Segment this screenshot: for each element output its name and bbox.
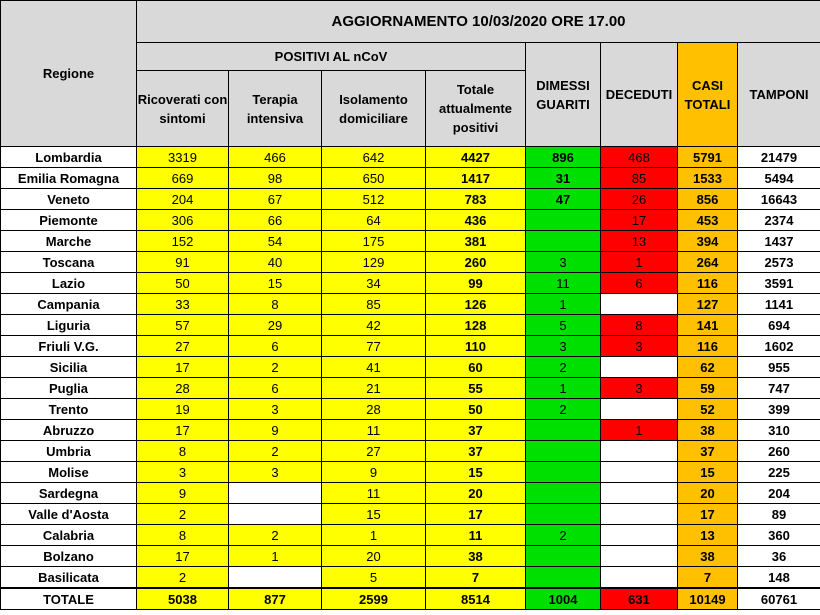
cell-totale-positivi: 15 xyxy=(426,462,526,483)
cell-casi-totali: 13 xyxy=(678,525,738,546)
cell-tamponi: 148 xyxy=(738,567,820,589)
cell-terapia: 6 xyxy=(229,378,322,399)
cell-casi-totali: 7 xyxy=(678,567,738,589)
table-row xyxy=(1,378,820,399)
header-terapia: Terapia intensiva xyxy=(229,71,322,147)
cell-totale-positivi: 4427 xyxy=(426,147,526,168)
cell-isolamento: 9 xyxy=(322,462,426,483)
cell-regione: Abruzzo xyxy=(1,420,137,441)
cell-terapia: 2 xyxy=(229,441,322,462)
cell-ricoverati: 669 xyxy=(137,168,229,189)
cell-regione: Veneto xyxy=(1,189,137,210)
cell-casi-totali: 127 xyxy=(678,294,738,315)
cell-isolamento: 1 xyxy=(322,525,426,546)
table-row xyxy=(1,273,820,294)
cell-terapia: 3 xyxy=(229,399,322,420)
cell-dimessi xyxy=(526,546,601,567)
table-row xyxy=(1,546,820,567)
header-casi-totali: CASI TOTALI xyxy=(678,43,738,147)
cell-ricoverati: 19 xyxy=(137,399,229,420)
cell-regione: Friuli V.G. xyxy=(1,336,137,357)
cell-terapia: 6 xyxy=(229,336,322,357)
cell-ricoverati: 152 xyxy=(137,231,229,252)
cell-tamponi: 60761 xyxy=(738,588,820,610)
cell-isolamento: 650 xyxy=(322,168,426,189)
table-row xyxy=(1,252,820,273)
cell-dimessi xyxy=(526,462,601,483)
cell-tamponi: 204 xyxy=(738,483,820,504)
header-ricoverati: Ricoverati con sintomi xyxy=(137,71,229,147)
cell-dimessi xyxy=(526,210,601,231)
cell-regione: TOTALE xyxy=(1,588,137,610)
cell-totale-positivi: 37 xyxy=(426,420,526,441)
cell-casi-totali: 38 xyxy=(678,546,738,567)
cell-ricoverati: 9 xyxy=(137,483,229,504)
cell-casi-totali: 10149 xyxy=(678,588,738,610)
cell-isolamento: 512 xyxy=(322,189,426,210)
cell-tamponi: 89 xyxy=(738,504,820,525)
cell-ricoverati: 50 xyxy=(137,273,229,294)
header-totale-positivi: Totale attualmente positivi xyxy=(426,71,526,147)
table-row xyxy=(1,441,820,462)
cell-regione: Lombardia xyxy=(1,147,137,168)
cell-casi-totali: 116 xyxy=(678,273,738,294)
cell-isolamento: 129 xyxy=(322,252,426,273)
cell-ricoverati: 204 xyxy=(137,189,229,210)
cell-isolamento: 15 xyxy=(322,504,426,525)
cell-terapia: 66 xyxy=(229,210,322,231)
cell-ricoverati: 8 xyxy=(137,441,229,462)
cell-terapia xyxy=(229,567,322,589)
cell-casi-totali: 5791 xyxy=(678,147,738,168)
cell-casi-totali: 52 xyxy=(678,399,738,420)
cell-ricoverati: 28 xyxy=(137,378,229,399)
cell-deceduti xyxy=(601,504,678,525)
cell-casi-totali: 37 xyxy=(678,441,738,462)
cell-dimessi: 2 xyxy=(526,399,601,420)
report-title: AGGIORNAMENTO 10/03/2020 ORE 17.00 xyxy=(137,1,820,43)
cell-tamponi: 2573 xyxy=(738,252,820,273)
cell-terapia xyxy=(229,504,322,525)
cell-totale-positivi: 11 xyxy=(426,525,526,546)
cell-dimessi: 2 xyxy=(526,357,601,378)
cell-regione: Trento xyxy=(1,399,137,420)
header-deceduti: DECEDUTI xyxy=(601,43,678,147)
cell-totale-positivi: 381 xyxy=(426,231,526,252)
cell-terapia: 9 xyxy=(229,420,322,441)
cell-terapia: 3 xyxy=(229,462,322,483)
cell-deceduti: 3 xyxy=(601,336,678,357)
cell-isolamento: 41 xyxy=(322,357,426,378)
cell-deceduti xyxy=(601,546,678,567)
cell-isolamento: 34 xyxy=(322,273,426,294)
cell-ricoverati: 27 xyxy=(137,336,229,357)
cell-isolamento: 85 xyxy=(322,294,426,315)
table-row xyxy=(1,483,820,504)
cell-tamponi: 747 xyxy=(738,378,820,399)
cell-dimessi: 47 xyxy=(526,189,601,210)
cell-totale-positivi: 50 xyxy=(426,399,526,420)
cell-isolamento: 42 xyxy=(322,315,426,336)
cell-regione: Calabria xyxy=(1,525,137,546)
cell-regione: Piemonte xyxy=(1,210,137,231)
cell-totale-positivi: 126 xyxy=(426,294,526,315)
cell-terapia: 54 xyxy=(229,231,322,252)
table-row xyxy=(1,294,820,315)
header-regione: Regione xyxy=(1,1,137,147)
cell-isolamento: 2599 xyxy=(322,588,426,610)
table-row xyxy=(1,357,820,378)
cell-deceduti: 1 xyxy=(601,252,678,273)
cell-tamponi: 1437 xyxy=(738,231,820,252)
cell-terapia: 2 xyxy=(229,357,322,378)
cell-tamponi: 5494 xyxy=(738,168,820,189)
cell-deceduti: 85 xyxy=(601,168,678,189)
cell-deceduti xyxy=(601,441,678,462)
cell-tamponi: 955 xyxy=(738,357,820,378)
cell-deceduti: 1 xyxy=(601,420,678,441)
cell-dimessi: 3 xyxy=(526,336,601,357)
cell-regione: Sardegna xyxy=(1,483,137,504)
cell-casi-totali: 264 xyxy=(678,252,738,273)
cell-ricoverati: 5038 xyxy=(137,588,229,610)
cell-totale-positivi: 260 xyxy=(426,252,526,273)
cell-isolamento: 21 xyxy=(322,378,426,399)
cell-dimessi: 1 xyxy=(526,294,601,315)
table-row xyxy=(1,504,820,525)
cell-totale-positivi: 783 xyxy=(426,189,526,210)
cell-deceduti: 17 xyxy=(601,210,678,231)
cell-ricoverati: 33 xyxy=(137,294,229,315)
header-dimessi: DIMESSI GUARITI xyxy=(526,43,601,147)
table-row xyxy=(1,147,820,168)
cell-casi-totali: 116 xyxy=(678,336,738,357)
cell-dimessi: 31 xyxy=(526,168,601,189)
cell-regione: Umbria xyxy=(1,441,137,462)
cell-totale-positivi: 436 xyxy=(426,210,526,231)
cell-tamponi: 3591 xyxy=(738,273,820,294)
cell-ricoverati: 3 xyxy=(137,462,229,483)
cell-dimessi: 2 xyxy=(526,525,601,546)
cell-isolamento: 64 xyxy=(322,210,426,231)
cell-terapia: 15 xyxy=(229,273,322,294)
cell-tamponi: 36 xyxy=(738,546,820,567)
cell-regione: Marche xyxy=(1,231,137,252)
cell-casi-totali: 20 xyxy=(678,483,738,504)
cell-totale-positivi: 20 xyxy=(426,483,526,504)
cell-casi-totali: 62 xyxy=(678,357,738,378)
cell-isolamento: 642 xyxy=(322,147,426,168)
table-row xyxy=(1,336,820,357)
table-row xyxy=(1,525,820,546)
cell-ricoverati: 17 xyxy=(137,357,229,378)
cell-dimessi xyxy=(526,441,601,462)
table-row xyxy=(1,462,820,483)
cell-totale-positivi: 1417 xyxy=(426,168,526,189)
cell-deceduti: 631 xyxy=(601,588,678,610)
cell-isolamento: 175 xyxy=(322,231,426,252)
cell-dimessi xyxy=(526,567,601,589)
cell-totale-positivi: 60 xyxy=(426,357,526,378)
cell-tamponi: 694 xyxy=(738,315,820,336)
cell-isolamento: 5 xyxy=(322,567,426,589)
cell-ricoverati: 2 xyxy=(137,567,229,589)
cell-ricoverati: 306 xyxy=(137,210,229,231)
cell-deceduti: 8 xyxy=(601,315,678,336)
cell-totale-positivi: 8514 xyxy=(426,588,526,610)
cell-regione: Sicilia xyxy=(1,357,137,378)
cell-totale-positivi: 37 xyxy=(426,441,526,462)
cell-terapia: 8 xyxy=(229,294,322,315)
cell-tamponi: 225 xyxy=(738,462,820,483)
cell-tamponi: 16643 xyxy=(738,189,820,210)
cell-casi-totali: 38 xyxy=(678,420,738,441)
cell-dimessi: 1004 xyxy=(526,588,601,610)
cell-casi-totali: 394 xyxy=(678,231,738,252)
cell-deceduti xyxy=(601,294,678,315)
cell-tamponi: 310 xyxy=(738,420,820,441)
table-row xyxy=(1,168,820,189)
cell-terapia: 67 xyxy=(229,189,322,210)
cell-deceduti: 13 xyxy=(601,231,678,252)
cell-terapia: 466 xyxy=(229,147,322,168)
table-body xyxy=(1,147,820,610)
table-row xyxy=(1,399,820,420)
cell-deceduti xyxy=(601,462,678,483)
cell-regione: Toscana xyxy=(1,252,137,273)
cell-regione: Puglia xyxy=(1,378,137,399)
cell-isolamento: 11 xyxy=(322,483,426,504)
cell-deceduti: 6 xyxy=(601,273,678,294)
cell-regione: Basilicata xyxy=(1,567,137,589)
cell-dimessi: 5 xyxy=(526,315,601,336)
cell-deceduti: 26 xyxy=(601,189,678,210)
cell-regione: Bolzano xyxy=(1,546,137,567)
cell-isolamento: 20 xyxy=(322,546,426,567)
cell-tamponi: 2374 xyxy=(738,210,820,231)
cell-dimessi: 3 xyxy=(526,252,601,273)
cell-terapia: 40 xyxy=(229,252,322,273)
cell-totale-positivi: 99 xyxy=(426,273,526,294)
cell-regione: Molise xyxy=(1,462,137,483)
cell-casi-totali: 17 xyxy=(678,504,738,525)
table-row-totale xyxy=(1,588,820,610)
cell-regione: Liguria xyxy=(1,315,137,336)
cell-dimessi xyxy=(526,420,601,441)
cell-tamponi: 1141 xyxy=(738,294,820,315)
cell-totale-positivi: 55 xyxy=(426,378,526,399)
cell-deceduti: 468 xyxy=(601,147,678,168)
cell-ricoverati: 3319 xyxy=(137,147,229,168)
cell-totale-positivi: 110 xyxy=(426,336,526,357)
cell-isolamento: 77 xyxy=(322,336,426,357)
cell-ricoverati: 57 xyxy=(137,315,229,336)
header-tamponi: TAMPONI xyxy=(738,43,820,147)
cell-dimessi xyxy=(526,231,601,252)
header-positivi-group: POSITIVI AL nCoV xyxy=(137,43,526,71)
cell-ricoverati: 17 xyxy=(137,546,229,567)
table-row xyxy=(1,189,820,210)
cell-totale-positivi: 7 xyxy=(426,567,526,589)
cell-casi-totali: 1533 xyxy=(678,168,738,189)
cell-ricoverati: 17 xyxy=(137,420,229,441)
cell-casi-totali: 59 xyxy=(678,378,738,399)
cell-dimessi: 11 xyxy=(526,273,601,294)
cell-terapia: 98 xyxy=(229,168,322,189)
cell-totale-positivi: 17 xyxy=(426,504,526,525)
cell-deceduti xyxy=(601,399,678,420)
cell-casi-totali: 15 xyxy=(678,462,738,483)
table-row xyxy=(1,420,820,441)
cell-deceduti xyxy=(601,357,678,378)
cell-totale-positivi: 38 xyxy=(426,546,526,567)
cell-dimessi xyxy=(526,504,601,525)
cell-regione: Lazio xyxy=(1,273,137,294)
cell-tamponi: 21479 xyxy=(738,147,820,168)
table-row xyxy=(1,567,820,589)
cell-casi-totali: 453 xyxy=(678,210,738,231)
cell-tamponi: 399 xyxy=(738,399,820,420)
cell-tamponi: 360 xyxy=(738,525,820,546)
cell-isolamento: 11 xyxy=(322,420,426,441)
cell-isolamento: 27 xyxy=(322,441,426,462)
cell-deceduti xyxy=(601,525,678,546)
cell-ricoverati: 91 xyxy=(137,252,229,273)
cell-ricoverati: 8 xyxy=(137,525,229,546)
cell-dimessi: 1 xyxy=(526,378,601,399)
header-isolamento: Isolamento domiciliare xyxy=(322,71,426,147)
cell-dimessi: 896 xyxy=(526,147,601,168)
table-row xyxy=(1,315,820,336)
cell-deceduti xyxy=(601,567,678,589)
cell-totale-positivi: 128 xyxy=(426,315,526,336)
cell-regione: Valle d'Aosta xyxy=(1,504,137,525)
cell-terapia: 1 xyxy=(229,546,322,567)
cell-deceduti: 3 xyxy=(601,378,678,399)
cell-isolamento: 28 xyxy=(322,399,426,420)
table-row xyxy=(1,210,820,231)
cell-terapia: 2 xyxy=(229,525,322,546)
cell-casi-totali: 141 xyxy=(678,315,738,336)
cell-tamponi: 260 xyxy=(738,441,820,462)
cell-terapia: 877 xyxy=(229,588,322,610)
cell-terapia: 29 xyxy=(229,315,322,336)
cell-terapia xyxy=(229,483,322,504)
cell-ricoverati: 2 xyxy=(137,504,229,525)
cell-tamponi: 1602 xyxy=(738,336,820,357)
cell-deceduti xyxy=(601,483,678,504)
cell-regione: Campania xyxy=(1,294,137,315)
table-row xyxy=(1,231,820,252)
cell-dimessi xyxy=(526,483,601,504)
cell-regione: Emilia Romagna xyxy=(1,168,137,189)
cell-casi-totali: 856 xyxy=(678,189,738,210)
